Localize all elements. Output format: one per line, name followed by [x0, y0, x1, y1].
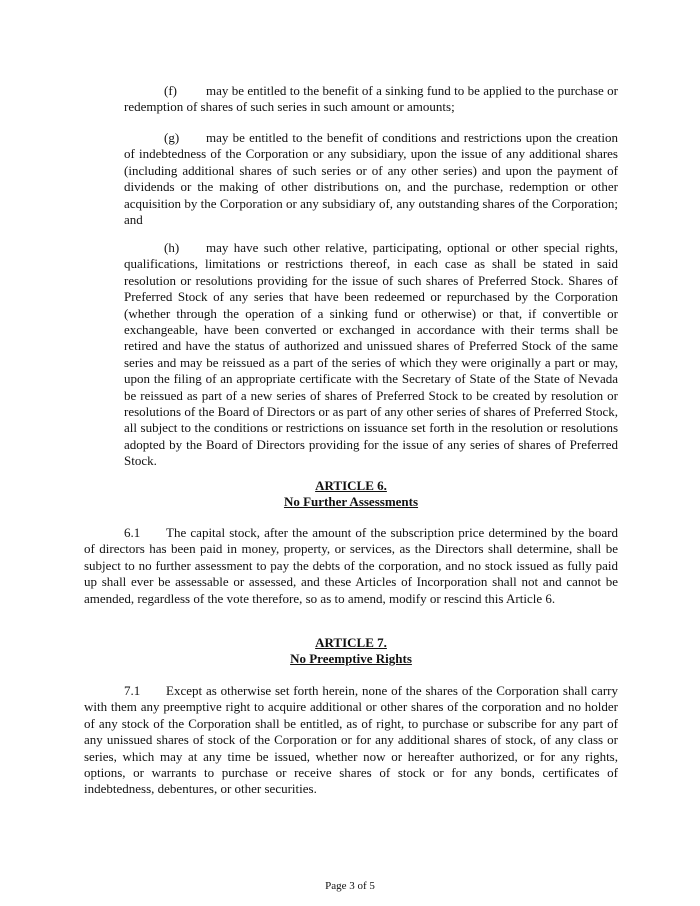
paragraph-f	[124, 83, 618, 116]
article-7-title: No Preemptive Rights	[290, 651, 412, 667]
article-6-heading	[84, 478, 618, 511]
paragraph-g-label: (g)	[164, 130, 180, 145]
paragraph-h	[124, 240, 618, 470]
article-7-section-7-1	[84, 683, 618, 798]
paragraph-g	[124, 130, 618, 228]
article-6-title: No Further Assessments	[283, 494, 419, 510]
section-6-1-text: The capital stock, after the amount of the subscription price determined by the board of directors has been paid in money, property, or services, as the Directors shall determine, shall be subject to no further assessment to pay the debts of the corporation, and no stock issued as fully paid up shall ever be assessable or assessed, and these Articles of Incorporation shall not and cannot be amended, regardless of the vote therefore, so as to amend, modify or rescind this Article 6.	[84, 525, 618, 606]
paragraph-h-label: (h)	[164, 240, 180, 255]
article-7-number: ARTICLE 7.	[315, 635, 387, 650]
section-7-1-text: Except as otherwise set forth herein, none of the shares of the Corporation shall carry with them any preemptive right to acquire additional or other shares of the corporation and no holder of any stock of the Corporation shall be entitled, as of right, to purchase or subscribe for any part of any unissued shares of stock of the Corporation or for any additional shares of stock, of any class or series, which may at any time be issued, whether now or hereafter authorized, or for any rights, options, or warrants to purchase or receive shares of stock or for any bonds, certificates of indebtedness, debentures, or other securities.	[84, 683, 618, 797]
article-7-heading	[84, 635, 618, 668]
paragraph-f-label: (f)	[164, 83, 177, 98]
section-6-1-label: 6.1	[124, 525, 141, 540]
paragraph-h-text: may have such other relative, participating, optional or other special rights, qualifications, limitations or restrictions thereof, in each case as shall be stated in said resolution or resolutions providing for the issue of such shares of Preferred Stock. Shares of Preferred Stock of any series that have been redeemed or repurchased by the Corporation (whether through the operation of a sinking fund or otherwise) or that, if convertible or exchangeable, have been converted or exchanged in accordance with their terms shall be retired and have the status of authorized and unissued shares of Preferred Stock of the same series and may be reissued as a part of the series of which they were originally a part or may, upon the filing of an appropriate certificate with the Secretary of State of the State of Nevada be reissued as part of a new series of shares of Preferred Stock to be created by resolution or resolutions of the Board of Directors or as part of any other series of shares of Preferred Stock, all subject to the conditions or restrictions on issuance set forth in the resolution or resolutions adopted by the Board of Directors providing for the issue of any series of shares of Preferred Stock.	[124, 240, 618, 469]
page-number: Page 3 of 5	[325, 880, 375, 892]
article-6-number: ARTICLE 6.	[315, 478, 387, 493]
article-6-section-6-1	[84, 525, 618, 607]
paragraph-f-text: may be entitled to the benefit of a sinking fund to be applied to the purchase or redemption of shares of such series in such amount or amounts;	[124, 83, 618, 115]
paragraph-g-text: may be entitled to the benefit of conditions and restrictions upon the creation of indebtedness of the Corporation or any subsidiary, upon the issue of any additional shares (including additional shares of such series or of any other series) and upon the payment of dividends or the making of other distributions on, and the purchase, redemption or other acquisition by the Corporation or any subsidiary of, any outstanding shares of the Corporation; and	[124, 130, 618, 228]
section-7-1-label: 7.1	[124, 683, 141, 698]
